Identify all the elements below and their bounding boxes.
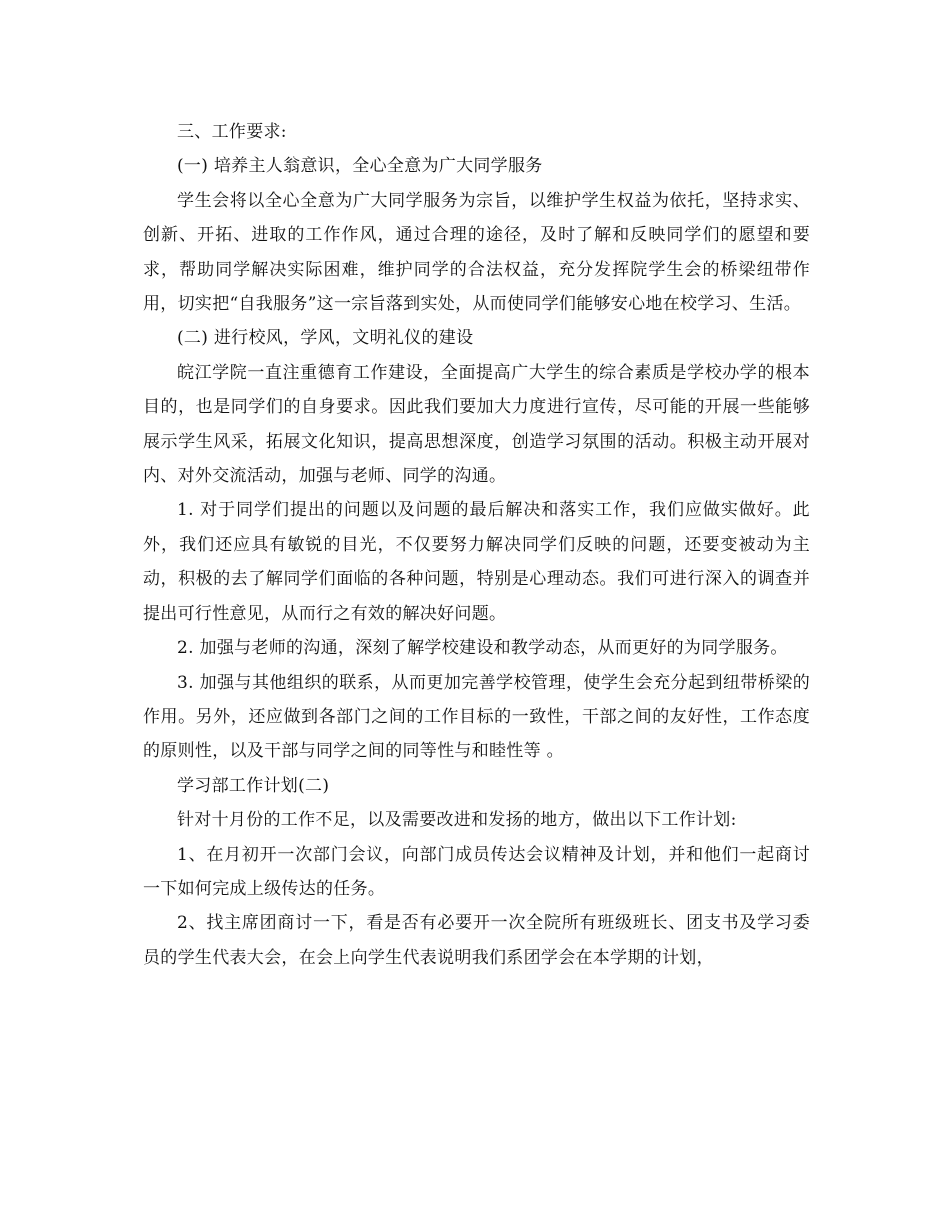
document-body: [143, 115, 810, 975]
section-title-study-plan: 学习部工作计划(二): [177, 775, 330, 796]
plan-item-2: 2、找主席团商讨一下，看是否有必要开一次全院所有班级班长、团支书及学习委员的学生代表大会，在会上向学生代表说明我们系团学会在本学期的计划，: [143, 913, 810, 968]
paragraph-service: 学生会将以全心全意为广大同学服务为宗旨，以维护学生权益为依托，坚持求实、创新、开拓、进取的工作作风，通过合理的途径，及时了解和反映同学们的愿望和要求，帮助同学解决实际困难，维护同学的合法权益，充分发挥院学生会的桥梁纽带作用，切实把“自我服务”这一宗旨落到实处，从而使同学们能够安心地在校学习、生活。: [143, 190, 810, 315]
paragraph-october-review: 针对十月份的工作不足，以及需要改进和发扬的地方，做出以下工作计划:: [177, 810, 737, 831]
list-item-3: 3. 加强与其他组织的联系，从而更加完善学校管理，使学生会充分起到纽带桥梁的作用。另外，还应做到各部门之间的工作目标的一致性，干部之间的友好性，工作态度的原则性，以及干部与同学之间的同等性与和睦性等 。: [143, 672, 810, 762]
list-item-1: 1. 对于同学们提出的问题以及问题的最后解决和落实工作，我们应做实做好。此外，我们还应具有敏锐的目光，不仅要努力解决同学们反映的问题，还要变被动为主动，积极的去了解同学们面临的各种问题，特别是心理动态。我们可进行深入的调查并提出可行性意见，从而行之有效的解决好问题。: [143, 500, 810, 624]
subheading-ownership: (一) 培养主人翁意识，全心全意为广大同学服务: [177, 156, 543, 177]
paragraph-moral-education: 皖江学院一直注重德育工作建设，全面提高广大学生的综合素质是学校办学的根本目的，也是同学们的自身要求。因此我们要加大力度进行宣传，尽可能的开展一些能够展示学生风采，拓展文化知识，提高思想深度，创造学习氛围的活动。积极主动开展对内、对外交流活动，加强与老师、同学的沟通。: [143, 362, 810, 487]
list-item-2: 2. 加强与老师的沟通，深刻了解学校建设和教学动态，从而更好的为同学服务。: [177, 638, 788, 659]
plan-item-1: 1、在月初开一次部门会议，向部门成员传达会议精神及计划，并和他们一起商讨一下如何完成上级传达的任务。: [143, 844, 810, 899]
subheading-school-spirit: (二) 进行校风，学风，文明礼仪的建设: [177, 328, 474, 349]
section-heading-requirements: 三、工作要求:: [177, 122, 287, 142]
